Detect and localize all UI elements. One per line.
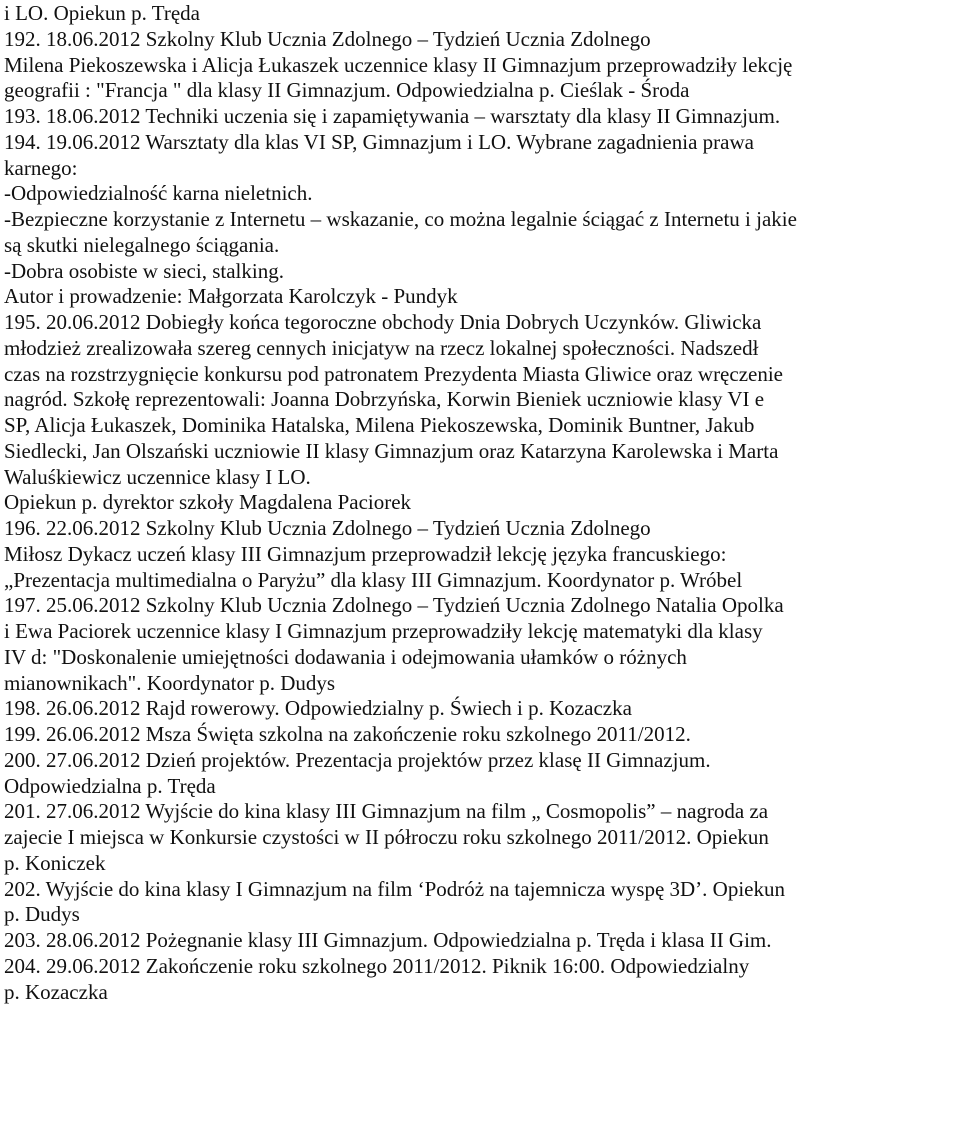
text-line: „Prezentacja multimedialna o Paryżu” dla klasy III Gimnazjum. Koordynator p. Wróbel xyxy=(4,567,743,592)
text-line: -Bezpieczne korzystanie z Internetu – wskazanie, co można legalnie ściągać z Internetu i jakie xyxy=(4,207,797,231)
text-line: IV d: "Doskonalenie umiejętności dodawania i odejmowania ułamków o różnych xyxy=(4,644,687,669)
text-line: 204. 29.06.2012 Zakończenie roku szkolnego 2011/2012. Piknik 16:00. Odpowiedzialny xyxy=(4,953,750,978)
text-line: 193. 18.06.2012 Techniki uczenia się i zapamiętywania – warsztaty dla klasy II Gimnazjum. xyxy=(4,104,781,128)
text-line: Opiekun p. dyrektor szkoły Magdalena Paciorek xyxy=(4,490,412,515)
text-line: czas na rozstrzygnięcie konkursu pod patronatem Prezydenta Miasta Gliwice oraz wręczenie xyxy=(4,361,783,386)
text-line: 200. 27.06.2012 Dzień projektów. Prezentacja projektów przez klasę II Gimnazjum. xyxy=(4,747,711,772)
text-line: p. Koniczek xyxy=(4,850,106,875)
text-line: Waluśkiewicz uczennice klasy I LO. xyxy=(4,464,311,489)
text-line: 196. 22.06.2012 Szkolny Klub Ucznia Zdolnego – Tydzień Ucznia Zdolnego xyxy=(4,516,651,540)
text-line: Miłosz Dykacz uczeń klasy III Gimnazjum przeprowadził lekcję języka francuskiego: xyxy=(4,541,727,566)
text-line: p. Dudys xyxy=(4,902,80,927)
text-line: geografii : "Francja " dla klasy II Gimnazjum. Odpowiedzialna p. Cieślak - Środa xyxy=(4,78,690,103)
text-line: 197. 25.06.2012 Szkolny Klub Ucznia Zdolnego – Tydzień Ucznia Zdolnego Natalia Opolka xyxy=(4,593,784,618)
text-line: karnego: xyxy=(4,155,78,180)
text-line: 203. 28.06.2012 Pożegnanie klasy III Gimnazjum. Odpowiedzialna p. Tręda i klasa II Gim. xyxy=(4,928,772,952)
text-line: -Odpowiedzialność karna nieletnich. xyxy=(4,181,313,206)
text-line: i Ewa Paciorek uczennice klasy I Gimnazjum przeprowadziły lekcję matematyki dla klasy xyxy=(4,619,763,643)
text-line: Siedlecki, Jan Olszański uczniowie II klasy Gimnazjum oraz Katarzyna Karolewska i Marta xyxy=(4,438,779,463)
text-line: i LO. Opiekun p. Tręda xyxy=(4,1,200,25)
document-page xyxy=(4,1,956,1005)
text-line: 198. 26.06.2012 Rajd rowerowy. Odpowiedzialny p. Świech i p. Kozaczka xyxy=(4,696,632,721)
text-line: 199. 26.06.2012 Msza Święta szkolna na zakończenie roku szkolnego 2011/2012. xyxy=(4,722,691,746)
text-line: są skutki nielegalnego ściągania. xyxy=(4,232,280,257)
text-line: 202. Wyjście do kina klasy I Gimnazjum na film ‘Podróż na tajemnicza wyspę 3D’. Opiekun xyxy=(4,876,785,901)
text-line: młodzież zrealizowała szereg cennych inicjatyw na rzecz lokalnej społeczności. Nadszedł xyxy=(4,335,759,360)
text-line: p. Kozaczka xyxy=(4,979,108,1004)
text-line: Milena Piekoszewska i Alicja Łukaszek uczennice klasy II Gimnazjum przeprowadziły lekcję xyxy=(4,52,793,77)
text-line: mianownikach". Koordynator p. Dudys xyxy=(4,670,336,695)
text-line: Odpowiedzialna p. Tręda xyxy=(4,773,216,798)
text-line: 194. 19.06.2012 Warsztaty dla klas VI SP, Gimnazjum i LO. Wybrane zagadnienia prawa xyxy=(4,129,754,154)
text-line: zajecie I miejsca w Konkursie czystości w II półroczu roku szkolnego 2011/2012. Opiekun xyxy=(4,825,769,849)
text-line: 192. 18.06.2012 Szkolny Klub Ucznia Zdolnego – Tydzień Ucznia Zdolnego xyxy=(4,26,651,51)
text-line: SP, Alicja Łukaszek, Dominika Hatalska, Milena Piekoszewska, Dominik Buntner, Jakub xyxy=(4,413,755,437)
text-line: -Dobra osobiste w sieci, stalking. xyxy=(4,258,284,283)
text-line: Autor i prowadzenie: Małgorzata Karolczyk - Pundyk xyxy=(4,284,458,309)
text-line: 195. 20.06.2012 Dobiegły końca tegoroczne obchody Dnia Dobrych Uczynków. Gliwicka xyxy=(4,310,762,334)
text-line: nagród. Szkołę reprezentowali: Joanna Dobrzyńska, Korwin Bieniek uczniowie klasy VI e xyxy=(4,387,765,412)
text-line: 201. 27.06.2012 Wyjście do kina klasy III Gimnazjum na film „ Cosmopolis” – nagroda za xyxy=(4,799,769,824)
